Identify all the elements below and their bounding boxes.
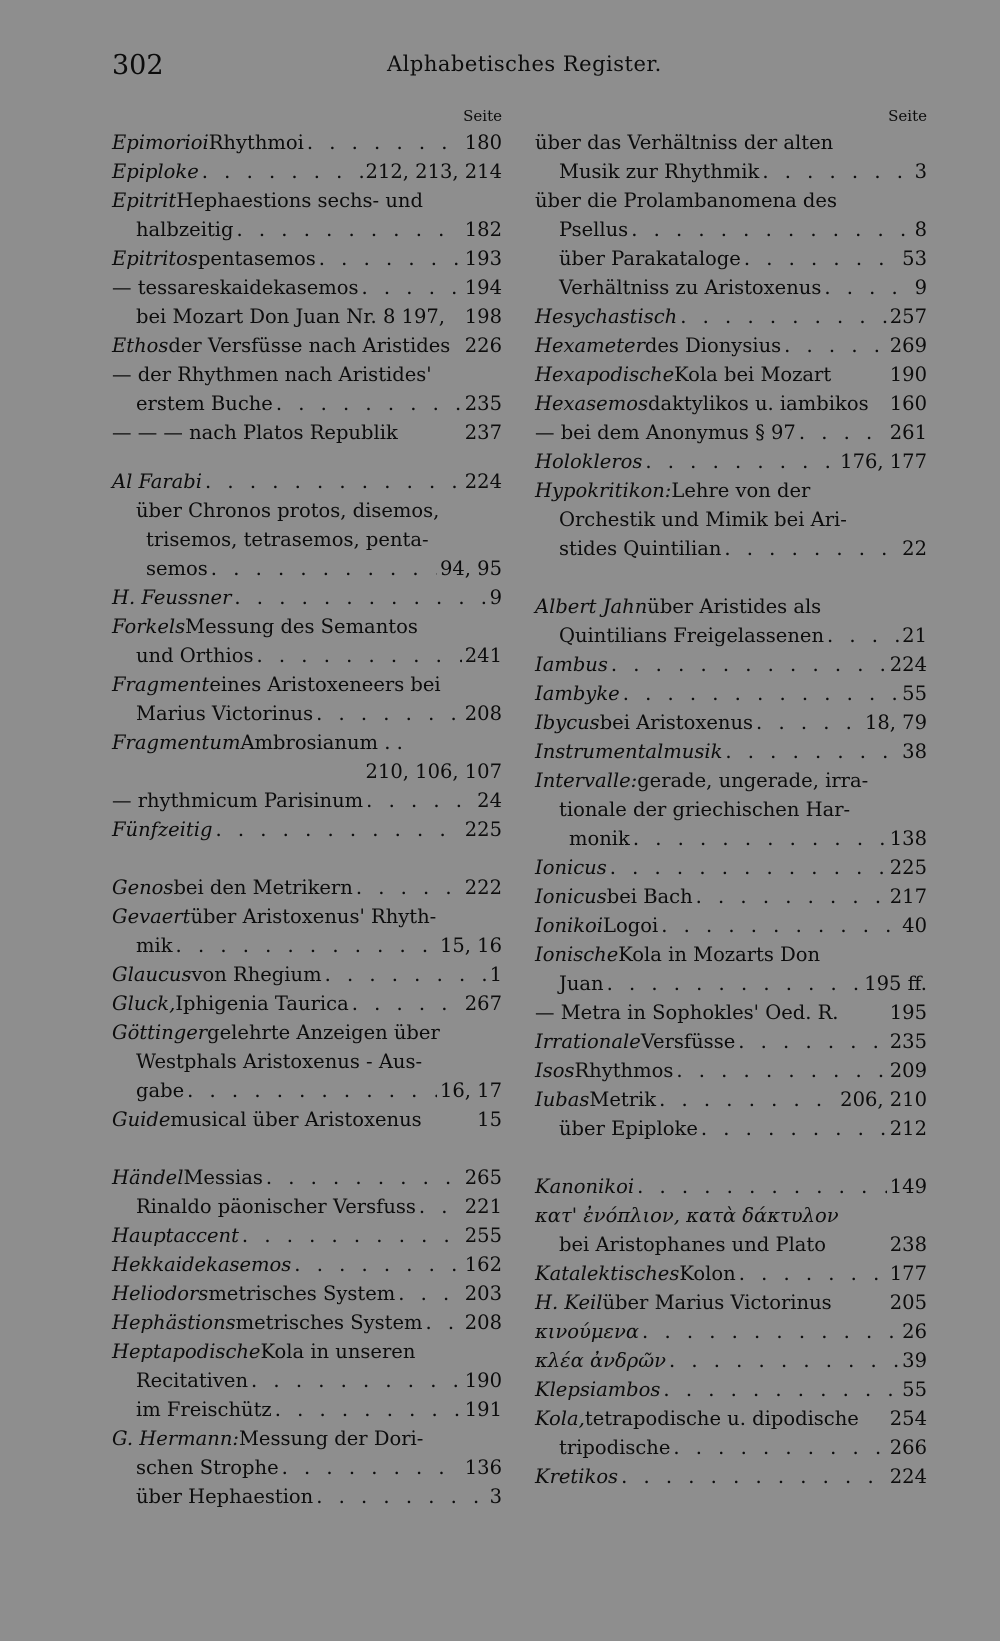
page-ref: 194 — [464, 276, 502, 299]
running-title: Alphabetisches Register. — [387, 52, 662, 76]
page-ref: 190 — [464, 1369, 502, 1392]
page-ref: 3 — [914, 160, 927, 183]
index-entry: — tessareskaidekasemos . . . 194 — [112, 273, 502, 302]
page-ref: 208 — [464, 702, 502, 725]
index-entry: im Freischütz . . . 191 — [112, 1395, 502, 1424]
page-ref: 3 — [489, 1485, 502, 1508]
page-ref: 212, 213, 214 — [365, 160, 502, 183]
index-entry: Intervalle: gerade, ungerade, irra- tionale der griechischen Har- monik . . . 138 — [535, 766, 927, 853]
page-ref: 190 — [889, 363, 927, 386]
index-entry: Kanonikoi . . . 149 — [535, 1172, 927, 1201]
index-entry: H. Keil über Marius Victorinus 205 — [535, 1288, 927, 1317]
page-ref: 210, 106, 107 — [365, 760, 502, 783]
page-ref: 176, 177 — [840, 450, 927, 473]
index-entry: Instrumentalmusik . . . 38 — [535, 737, 927, 766]
index-entry: Irrationale Versfüsse . . . 235 — [535, 1027, 927, 1056]
page-ref: 15 — [477, 1108, 502, 1131]
page-ref: 208 — [464, 1311, 502, 1334]
index-entry: Heptapodische Kola in unseren Recitativen . . . 190 — [112, 1337, 502, 1395]
index-entry: Ionikoi Logoi . . . 40 — [535, 911, 927, 940]
index-entry: Gluck, Iphigenia Taurica . . . 267 — [112, 989, 502, 1018]
index-entry: Ionicus . . . 225 — [535, 853, 927, 882]
page-ref: 206, 210 — [840, 1088, 927, 1111]
page-ref: 94, 95 — [439, 557, 502, 580]
index-entry: Al Farabi . . . 224 — [112, 467, 502, 496]
index-entry: Fragmentum Ambrosianum . . 210, 106, 107 — [112, 728, 502, 786]
index-entry: Ethos der Versfüsse nach Aristides 226 — [112, 331, 502, 360]
page-ref: 198 — [464, 305, 502, 328]
index-entry: Kretikos . . . 224 — [535, 1462, 927, 1491]
index-entry: Isos Rhythmos . . . 209 — [535, 1056, 927, 1085]
page-ref: 265 — [464, 1166, 502, 1189]
page-ref: 238 — [889, 1233, 927, 1256]
page-ref: 9 — [489, 586, 502, 609]
page-ref: 191 — [464, 1398, 502, 1421]
page-ref: 160 — [889, 392, 927, 415]
index-entry: über Parakataloge . . . 53 — [535, 244, 927, 273]
page-ref: 55 — [902, 1378, 927, 1401]
index-entry: Hexameter des Dionysius . . . 269 — [535, 331, 927, 360]
index-entry: bei Mozart Don Juan Nr. 8 197, 198 — [112, 302, 502, 331]
page-ref: 225 — [464, 818, 502, 841]
page-ref: 235 — [464, 392, 502, 415]
page-ref: 182 — [464, 218, 502, 241]
page-ref: 224 — [464, 470, 502, 493]
index-entry: Rinaldo päonischer Versfuss . . . 221 — [112, 1192, 502, 1221]
page-ref: 15, 16 — [439, 934, 502, 957]
page-ref: 224 — [889, 1465, 927, 1488]
index-entry: Guide musical über Aristoxenus 15 — [112, 1105, 502, 1134]
index-entry: Ionische Kola in Mozarts Don Juan . . . 195 ff. — [535, 940, 927, 998]
page-ref: 26 — [902, 1320, 927, 1343]
index-entry: H. Feussner . . . 9 — [112, 583, 502, 612]
page-ref: 195 — [889, 1001, 927, 1024]
page-ref: 177 — [889, 1262, 927, 1285]
index-entry: Gevaert über Aristoxenus' Rhyth- mik . . . 15, 16 — [112, 902, 502, 960]
index-entry: Fragment eines Aristoxeneers bei Marius Victorinus . . . 208 — [112, 670, 502, 728]
page-ref: 261 — [889, 421, 927, 444]
index-entry: G. Hermann: Messung der Dori- schen Strophe . . . 136 — [112, 1424, 502, 1482]
index-entry: über das Verhältniss der alten Musik zur Rhythmik . . . 3 — [535, 128, 927, 186]
index-entry: Iambyke . . . 55 — [535, 679, 927, 708]
index-entry: Epitritos pentasemos . . . 193 — [112, 244, 502, 273]
index-entry: Genos bei den Metrikern . . . 222 — [112, 873, 502, 902]
index-entry: Händel Messias . . . 265 — [112, 1163, 502, 1192]
page-ref: 205 — [889, 1291, 927, 1314]
page-ref: 40 — [902, 914, 927, 937]
index-entry: Hexapodische Kola bei Mozart 190 — [535, 360, 927, 389]
page-ref: 18, 79 — [864, 711, 927, 734]
index-entry: Albert Jahn über Aristides als Quintilians Freigelassenen . . . 21 — [535, 592, 927, 650]
page-ref: 226 — [464, 334, 502, 357]
page-ref: 269 — [889, 334, 927, 357]
page-ref: 235 — [889, 1030, 927, 1053]
index-entry: Klepsiambos . . . 55 — [535, 1375, 927, 1404]
page-ref: 162 — [464, 1253, 502, 1276]
page-ref: 195 ff. — [864, 972, 927, 995]
page-ref: 9 — [914, 276, 927, 299]
page-ref: 16, 17 — [439, 1079, 502, 1102]
index-entry: Katalektisches Kolon . . . 177 — [535, 1259, 927, 1288]
index-entry: Kola, tetrapodische u. dipodische 254 — [535, 1404, 927, 1433]
index-entry: Heliodors metrisches System . . . 203 — [112, 1279, 502, 1308]
left-column — [112, 104, 502, 1511]
page-header — [112, 50, 928, 86]
index-entry: κινούμενα . . . 26 — [535, 1317, 927, 1346]
index-entry: κατ' ἐνόπλιον, κατὰ δάκτυλον — [535, 1204, 839, 1227]
page-ref: 22 — [902, 537, 927, 560]
index-entry: κλέα ἀνδρῶν . . . 39 — [535, 1346, 927, 1375]
page-ref: 255 — [464, 1224, 502, 1247]
index-entry: — Metra in Sophokles' Oed. R. 195 — [535, 998, 927, 1027]
index-entry: Iubas Metrik . . . 206, 210 — [535, 1085, 927, 1114]
page-ref: 209 — [889, 1059, 927, 1082]
page-ref: 254 — [889, 1407, 927, 1430]
page-ref: 39 — [902, 1349, 927, 1372]
index-entry: bei Aristophanes und Plato 238 — [535, 1230, 927, 1259]
index-entry: über Epiploke . . . 212 — [535, 1114, 927, 1143]
page-ref: 203 — [464, 1282, 502, 1305]
seite-label: Seite — [888, 107, 927, 125]
index-entry: — bei dem Anonymus § 97 . . . 261 — [535, 418, 927, 447]
index-entry: Hekkaidekasemos . . . 162 — [112, 1250, 502, 1279]
index-entry: Epimorioi Rhythmoi . . . 180 — [112, 128, 502, 157]
index-entry: Glaucus von Rhegium . . . 1 — [112, 960, 502, 989]
index-entry: über Hephaestion . . . 3 — [112, 1482, 502, 1511]
index-entry: Epiploke . . . 212, 213, 214 — [112, 157, 502, 186]
index-entry: Fünfzeitig . . . 225 — [112, 815, 502, 844]
page-ref: 136 — [464, 1456, 502, 1479]
index-entry: Hypokritikon: Lehre von der Orchestik und Mimik bei Ari- stides Quintilian . . . 22 — [535, 476, 927, 563]
index-entry: Hesychastisch . . . 257 — [535, 302, 927, 331]
page-ref: 149 — [889, 1175, 927, 1198]
page-ref: 225 — [889, 856, 927, 879]
seite-label: Seite — [463, 107, 502, 125]
page-ref: 257 — [889, 305, 927, 328]
page-ref: 180 — [464, 131, 502, 154]
index-entry: Hauptaccent . . . 255 — [112, 1221, 502, 1250]
index-entry: über die Prolambanomena des Psellus . . . 8 — [535, 186, 927, 244]
page-ref: 21 — [902, 624, 927, 647]
page-ref: 224 — [889, 653, 927, 676]
page-ref: 266 — [889, 1436, 927, 1459]
page-ref: 55 — [902, 682, 927, 705]
index-entry: — der Rhythmen nach Aristides' erstem Buche . . . 235 — [112, 360, 502, 418]
page-number: 302 — [112, 50, 164, 81]
index-entry: Ibycus bei Aristoxenus . . . 18, 79 — [535, 708, 927, 737]
page-ref: 267 — [464, 992, 502, 1015]
page-ref: 222 — [464, 876, 502, 899]
page-ref: 241 — [464, 644, 502, 667]
index-entry: über Chronos protos, disemos, trisemos, tetrasemos, penta- semos . . . 94, 95 — [112, 496, 502, 583]
index-entry: — — — nach Platos Republik 237 — [112, 418, 502, 447]
page-ref: 138 — [889, 827, 927, 850]
index-entry: Holokleros . . . 176, 177 — [535, 447, 927, 476]
index-entry: Forkels Messung des Semantos und Orthios . . . 241 — [112, 612, 502, 670]
page-ref: 8 — [914, 218, 927, 241]
index-entry: Ionicus bei Bach . . . 217 — [535, 882, 927, 911]
page-ref: 212 — [889, 1117, 927, 1140]
index-entry: — rhythmicum Parisinum . . . 24 — [112, 786, 502, 815]
page-ref: 53 — [902, 247, 927, 270]
page-ref: 217 — [889, 885, 927, 908]
index-entry: Verhältniss zu Aristoxenus . . . 9 — [535, 273, 927, 302]
index-entry: Göttinger gelehrte Anzeigen über Westphals Aristoxenus - Aus- gabe . . . 16, 17 — [112, 1018, 502, 1105]
page-ref: 38 — [902, 740, 927, 763]
page-ref: 237 — [464, 421, 502, 444]
page-ref: 1 — [489, 963, 502, 986]
page-ref: 24 — [477, 789, 502, 812]
index-entry: tripodische . . . 266 — [535, 1433, 927, 1462]
index-entry: Hexasemos daktylikos u. iambikos 160 — [535, 389, 927, 418]
index-entry: Iambus . . . 224 — [535, 650, 927, 679]
index-entry: Epitrit Hephaestions sechs- und halbzeitig . . . 182 — [112, 186, 502, 244]
page-ref: 193 — [464, 247, 502, 270]
page-ref: 221 — [464, 1195, 502, 1218]
index-entry: Hephästions metrisches System . . . 208 — [112, 1308, 502, 1337]
right-column — [535, 104, 927, 1491]
